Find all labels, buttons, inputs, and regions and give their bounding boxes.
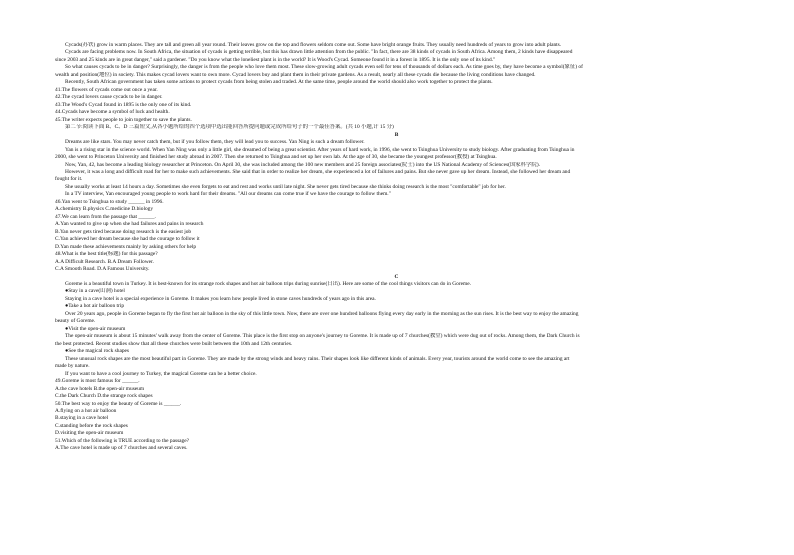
text-line: D.visiting the open-air museum <box>55 430 124 437</box>
text-line: The open-air museum is about 15 minutes' walk away from the center of Goreme. This place is the first stop on anyone's journey to Goreme. It is made up of 7 churches(教堂) which were dug out of rocks. Among them, the Dark Church is <box>65 333 580 340</box>
text-line: beauty of Goreme. <box>55 318 96 325</box>
text-line: ●Visit the open-air museum <box>65 325 126 332</box>
text-line: 45.The writer expects people to join together to save the plants. <box>55 116 192 123</box>
text-line: A.flying on a hot air balloon <box>55 407 117 414</box>
text-line: 46.Yan went to Tsinghua to study ______ in 1996. <box>55 198 164 205</box>
text-line: If you want to have a cool journey to Turkey, the magical Goreme can be a better choice. <box>65 370 257 377</box>
text-line: Dreams are like stars. You may never catch them, but if you follow them, they will lead you to success. Yan Ning is such a dream follower. <box>65 139 365 146</box>
text-line: Now, Yan, 42, has become a leading biology researcher at Princeton. On April 30, she was included among the 100 new members and 25 foreign associates(院士) into the US National Academy of Sciences(国家科学院). <box>65 161 540 168</box>
text-line: D.Yan made these achievements mainly by asking others for help <box>55 243 197 250</box>
text-line: ●See the magical rock shapes <box>65 348 130 355</box>
text-line: 44.Cycads have become a symbol of luck and health. <box>55 109 170 116</box>
text-line: B.Yan never gets tired because doing research is the easiest job <box>55 228 192 235</box>
text-line: A.the cave hotels B.the open-air museum <box>55 385 145 392</box>
text-line: wealth and position(地位) in society. This makes cycad lovers want to own more. Cycad lovers buy and plant them in their private gardens. As a result, nearly all these cycads die because the living conditions have changed. <box>55 71 536 78</box>
text-line: In a TV interview, Yan encouraged young people to work hard for their dreams. "All our dreams can come true if we have the courage to follow them." <box>65 191 391 198</box>
section-heading: B <box>394 131 399 138</box>
text-line: She usually works at least 14 hours a day. Sometimes she even forgets to eat and rest and works until late night. She never gets tired because she thinks doing research is the most "comfortable" job for her. <box>65 183 506 190</box>
text-line: 51.Which of the following is TRUE according to the passage? <box>55 437 190 444</box>
section-heading: C <box>394 273 399 280</box>
text-line: These unusual rock shapes are the most beautiful part in Goreme. They are made by the strong winds and heavy rains. Their shapes look like different kinds of animals. Every year, tourists around the world come to see the amazing art <box>65 355 570 362</box>
text-line: since 2003 and 25 kinds are in great danger," said a gardener. "Do you know what the loneliest plant is in the world? It is Wood's Cycad. Someone found it in a forest in 1895. It is the only one of its kind." <box>55 56 496 63</box>
text-line: 2000, she went to Princeton University and finished her study abroad in 2007. Then she returned to Tsinghua and set up her own lab. At the age of 30, she became the youngest professor(教授) at Tsinghua. <box>55 154 497 161</box>
text-line: Cycads(苏铁) grow in warm places. They are tall and green all year round. Their leaves grow on the top and flowers seldom come out. Some have bright orange fruits. They usually need hundreds of years to grow into adult plants. <box>65 42 562 48</box>
exam-page <box>55 42 738 453</box>
text-line: C.Yan achieved her dream because she had the courage to follow it <box>55 236 200 243</box>
text-line: C.standing before the rock shapes <box>55 422 128 429</box>
text-line: C.the Dark Church D.the strange rock shapes <box>55 393 153 400</box>
text-line: Cycads are facing problems now. In South Africa, the situation of cycads is getting terrible, but this has drawn little attention from the public. "In fact, there are 38 kinds of cycads in South Africa. Among them, 2 kinds have disappeared <box>65 49 573 56</box>
text-line: A.chemistry B.physics C.medicine D.biology <box>55 206 154 213</box>
text-line: 41.The flowers of cycads come out once a year. <box>55 86 158 93</box>
text-line: ●Take a hot air balloon trip <box>65 303 125 310</box>
text-line: ●Stay in a cave(山洞) hotel <box>65 288 125 295</box>
text-line: Yan is a rising star in the science world. When Yan Ning was only a little girl, she dreamed of being a great scientist. After years of hard work, in 1996, she went to Tsinghua University to study biology. After graduating from Tsinghua in <box>65 146 575 153</box>
text-line: 49.Goreme is most famous for ______. <box>55 378 140 385</box>
text-line: 第二节:阅读下面 B、C、D 三篇短文,从各小题所给的四个选项中选出能回答所提问题或完成所给句子的一个最佳答案。(共 10 小题,计 15 分) <box>65 124 394 131</box>
text-line: A.Yan wanted to give up when she had failures and pains in research <box>55 221 204 228</box>
text-line: made by nature. <box>55 363 90 370</box>
text-line: Over 20 years ago, people in Goreme began to fly the first hot air balloon in the sky of this little town. Now, there are over one hundred balloons flying every day early in the morning as the sun rises. It is the best way to enjoy the amazing <box>65 310 579 317</box>
text-line: fought for it. <box>55 176 83 183</box>
text-line: B.staying in a cave hotel <box>55 415 109 422</box>
text-line: However, it was a long and difficult road for her to make such achievements. She said that in order to realize her dream, she experienced a lot of failures and pains. But she never gave up her dream. Instead, she followed her dream and <box>65 168 571 175</box>
text-line: A.The cave hotel is made up of 7 churches and several caves. <box>55 445 188 452</box>
text-line: Recently, South African government has taken some actions to protect cycads from being stolen and traded. At the same time, people around the world should also work together to protect the plants. <box>65 79 493 86</box>
text-line: 47.We can learn from the passage that ______. <box>55 213 156 220</box>
text-line: 43.The Wood's Cycad found in 1895 is the only one of its kind. <box>55 101 192 108</box>
text-line: Goreme is a beautiful town in Turkey. It is best-known for its strange rock shapes and hot air balloon trips during sunrise(日出). Here are some of the cool things visitors can do in Goreme. <box>65 281 471 287</box>
text-line: 48.What is the best title(标题) for this passage? <box>55 251 158 258</box>
text-line: the best protected. Recent studies show that all these churches were built between the 10th and 12th centuries. <box>55 340 293 347</box>
text-line: So what causes cycads to be in danger? Surprisingly, the danger is from the people who love them most. These slow-growing adult cycads even sell for tens of thousands of dollars each. As time goes by, they have become a symbol(象征) of <box>65 64 583 71</box>
text-line: A.A Difficult Research. B.A Dream Follower. <box>55 258 154 265</box>
text-line: 50.The best way to enjoy the beauty of Goreme is ______. <box>55 400 182 407</box>
text-line: Staying in a cave hotel is a special experience in Goreme. It makes you learn how people lived in stone caves hundreds of years ago in this area. <box>65 295 376 302</box>
text-line: 42.The cycad lovers cause cycads to be in danger. <box>55 94 163 101</box>
text-line: C.A Smooth Road. D.A Famous University. <box>55 266 150 273</box>
